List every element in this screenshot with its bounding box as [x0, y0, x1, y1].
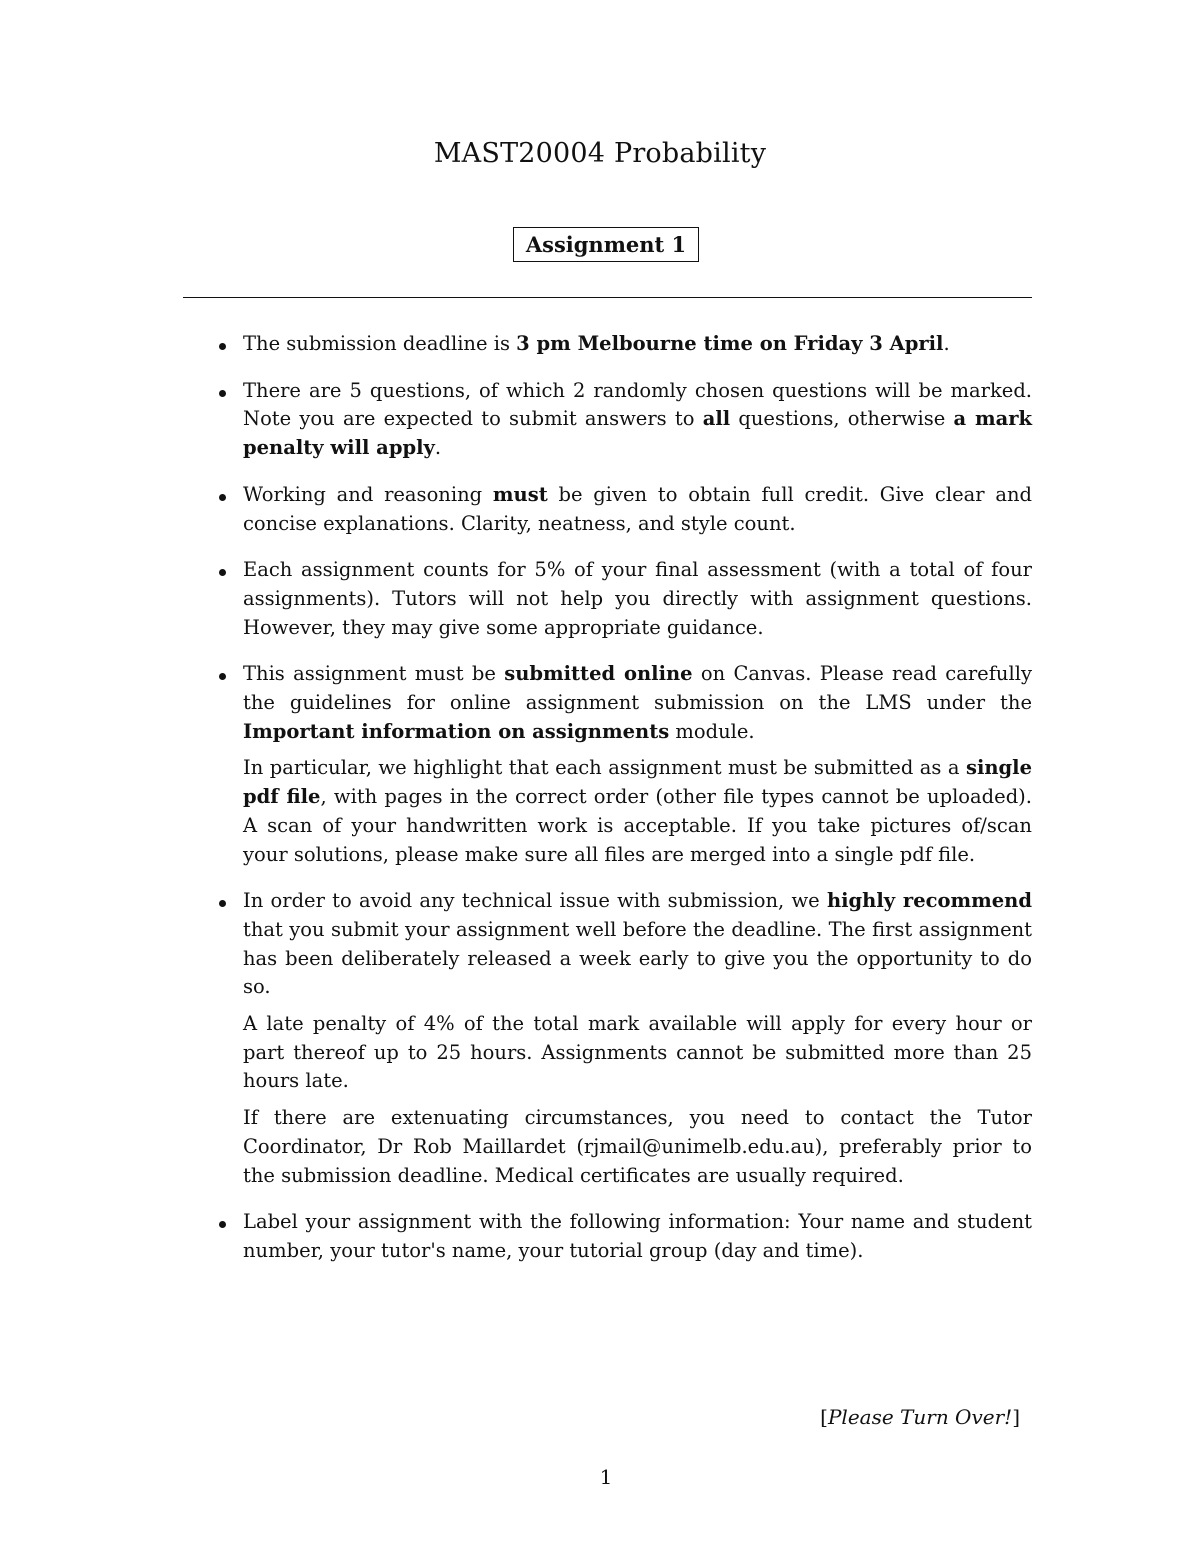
bullet-dot-icon — [219, 1221, 226, 1228]
bold-text: a mark penalty will apply — [243, 407, 1032, 460]
list-item — [215, 481, 1032, 538]
list-item — [215, 330, 1032, 359]
text-run: questions, otherwise — [730, 407, 954, 431]
please-turn-over — [820, 1405, 1020, 1429]
text-run: Each assignment counts for 5% of your final assessment (with a total of four assignments). Tutors will not help you directly with assignment questions. However, they may give some appropriate guidance. — [243, 558, 1032, 639]
text-run: . — [943, 332, 950, 355]
bold-text: single pdf file — [243, 756, 1032, 809]
list-item-paragraph — [243, 1010, 1032, 1096]
text-run: There are 5 questions, of which 2 randomly chosen questions will be marked. Note you are expected to submit answers to — [243, 378, 1032, 431]
text-run: If there are extenuating circumstances, you need to contact the Tutor Coordinator, Dr Rob Maillardet (rjmail@unimelb.edu.au), preferably prior to the submission deadline. Medical certificates are usually required. — [243, 1106, 1032, 1187]
list-item-paragraph — [243, 754, 1032, 869]
text-run: The submission deadline is — [243, 332, 517, 355]
text-run: Label your assignment with the following information: Your name and student number, your tutor's name, your tutorial group (day and time). — [243, 1210, 1032, 1262]
instructions-list — [215, 330, 1032, 1284]
text-run: Working and reasoning — [243, 482, 493, 506]
text-run: , with pages in the correct order (other file types cannot be uploaded). A scan of your handwritten work is acceptable. If you take pictures of/scan your solutions, please make sure all files are merged into a single pdf file. — [243, 785, 1032, 866]
bullet-dot-icon — [219, 494, 226, 501]
list-item — [215, 887, 1032, 1190]
list-item — [215, 660, 1032, 869]
list-item-paragraph — [243, 1104, 1032, 1190]
list-item-paragraph — [243, 887, 1032, 1002]
list-item-paragraph — [243, 330, 1032, 359]
bold-text: all — [702, 407, 731, 431]
list-item-paragraph — [243, 377, 1032, 463]
horizontal-rule — [183, 297, 1032, 298]
list-item-paragraph — [243, 1208, 1032, 1265]
text-run: be given to obtain full credit. Give clear and concise explanations. Clarity, neatness, and style count. — [243, 482, 1032, 535]
assignment-label-wrap — [0, 227, 1200, 262]
turn-over-text: Please Turn Over! — [827, 1405, 1013, 1429]
list-item — [215, 556, 1032, 642]
bold-text: 3 pm Melbourne time on Friday 3 April — [516, 332, 944, 355]
text-run: . — [434, 436, 442, 460]
list-item-paragraph — [243, 660, 1032, 746]
assignment-label: Assignment 1 — [513, 227, 699, 262]
bullet-dot-icon — [219, 673, 226, 680]
bullet-dot-icon — [219, 343, 226, 350]
bracket-close: ] — [1012, 1405, 1020, 1429]
document-title: MAST20004 Probability — [433, 138, 767, 169]
text-run: that you submit your assignment well before the deadline. The first assignment has been deliberately released a week early to give you the opportunity to do so. — [243, 917, 1032, 999]
list-item — [215, 1208, 1032, 1265]
text-run: A late penalty of 4% of the total mark available will apply for every hour or part thereof up to 25 hours. Assignments cannot be submitted more than 25 hours late. — [243, 1012, 1032, 1093]
list-item-paragraph — [243, 556, 1032, 642]
bullet-dot-icon — [219, 900, 226, 907]
bullet-dot-icon — [219, 390, 226, 397]
bold-text: highly recommend — [826, 889, 1032, 913]
page-number: 1 — [599, 1465, 613, 1489]
text-run: In particular, we highlight that each assignment must be submitted as a — [243, 756, 966, 780]
list-item — [215, 377, 1032, 463]
bold-text: Important information on assignments — [243, 719, 670, 743]
text-run: This assignment must be — [243, 662, 505, 686]
text-run: on Canvas. Please read carefully the guidelines for online assignment submission on the LMS under the — [243, 662, 1032, 715]
bold-text: submitted online — [504, 662, 693, 686]
text-run: In order to avoid any technical issue with submission, we — [243, 889, 827, 913]
bullet-dot-icon — [219, 569, 226, 576]
bracket-open: [ — [820, 1405, 828, 1429]
text-run: module. — [669, 719, 755, 743]
list-item-paragraph — [243, 481, 1032, 538]
bold-text: must — [492, 482, 548, 506]
